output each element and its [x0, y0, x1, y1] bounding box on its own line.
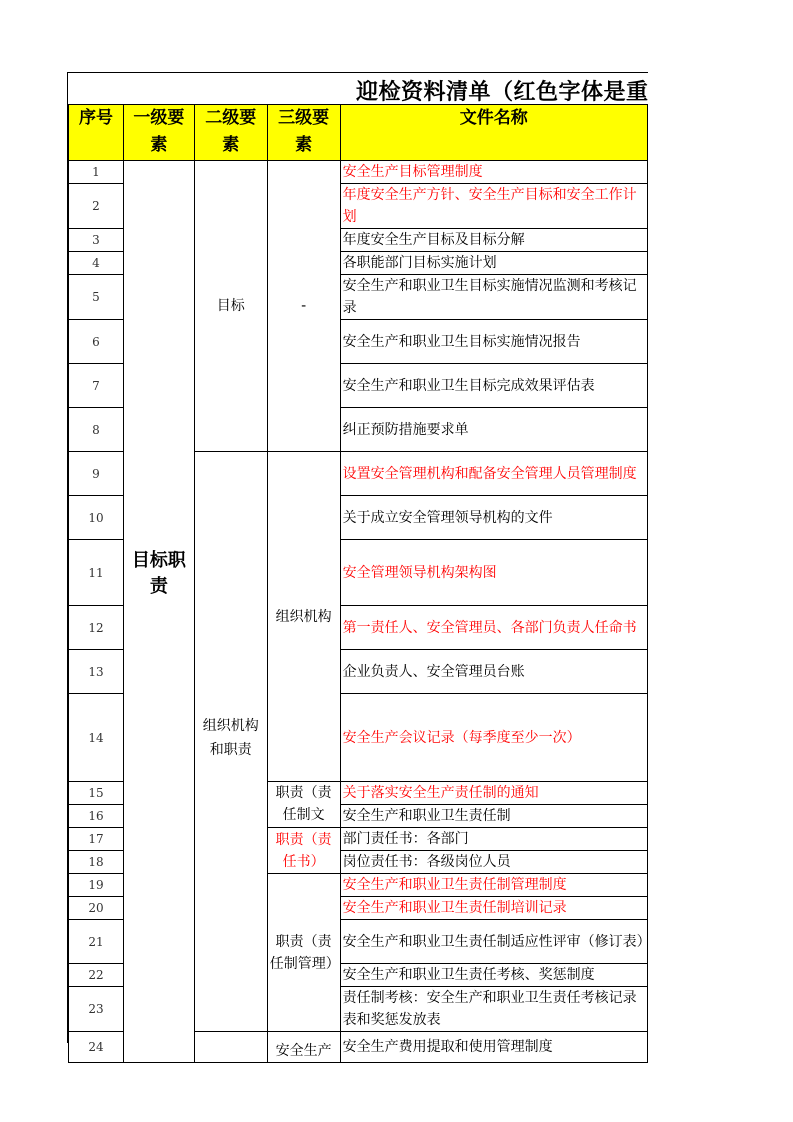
row-number: 8	[69, 408, 124, 452]
level3-label: 职责（责任制管理）	[269, 933, 340, 972]
row-number: 13	[69, 650, 124, 694]
doc-cell: 安全生产和职业卫生目标实施情况报告	[340, 320, 647, 364]
level1-label: 目标职责	[131, 549, 186, 597]
doc-cell: 安全管理领导机构架构图	[340, 540, 647, 606]
level3-label: -	[301, 298, 307, 314]
doc-cell: 安全生产和职业卫生责任制	[340, 805, 647, 828]
row-number: 22	[69, 964, 124, 987]
table-row	[69, 161, 648, 184]
level2-cell	[194, 1032, 267, 1063]
row-number: 2	[69, 184, 124, 229]
doc-cell: 安全生产和职业卫生责任制培训记录	[340, 897, 647, 920]
doc-cell: 安全生产费用提取和使用管理制度	[340, 1032, 647, 1063]
doc-cell: 安全生产会议记录（每季度至少一次）	[340, 694, 647, 782]
level3-label: 安全生产	[275, 1043, 332, 1059]
doc-cell: 部门责任书：各部门	[340, 828, 647, 851]
doc-cell: 年度安全生产方针、安全生产目标和安全工作计划	[340, 184, 647, 229]
doc-cell: 关于成立安全管理领导机构的文件	[340, 496, 647, 540]
row-number: 24	[69, 1032, 124, 1063]
level2-cell	[194, 161, 267, 452]
row-number: 14	[69, 694, 124, 782]
doc-cell: 安全生产和职业卫生责任制适应性评审（修订表）	[340, 920, 647, 964]
doc-cell: 安全生产目标管理制度	[340, 161, 647, 184]
doc-cell: 第一责任人、安全管理员、各部门负责人任命书	[340, 606, 647, 650]
title-row	[68, 73, 648, 105]
row-number: 7	[69, 364, 124, 408]
doc-cell: 设置安全管理机构和配备安全管理人员管理制度	[340, 452, 647, 496]
level3-cell	[267, 161, 340, 452]
row-number: 21	[69, 920, 124, 964]
doc-cell: 纠正预防措施要求单	[340, 408, 647, 452]
doc-cell: 责任制考核：安全生产和职业卫生责任考核记录表和奖惩发放表	[340, 987, 647, 1032]
header-level3: 三级要素	[267, 105, 340, 161]
doc-cell: 安全生产和职业卫生目标实施情况监测和考核记录	[340, 275, 647, 320]
inspection-checklist-table	[68, 104, 651, 1063]
row-number: 20	[69, 897, 124, 920]
doc-cell: 各职能部门目标实施计划	[340, 252, 647, 275]
level3-label: 职责（责任制文	[275, 785, 332, 823]
row-number: 11	[69, 540, 124, 606]
doc-cell: 安全生产和职业卫生目标完成效果评估表	[340, 364, 647, 408]
row-number: 6	[69, 320, 124, 364]
level3-cell	[267, 1032, 340, 1063]
row-number: 5	[69, 275, 124, 320]
header-level2: 二级要素	[194, 105, 267, 161]
level2-label: 目标	[216, 298, 245, 314]
row-number: 19	[69, 874, 124, 897]
header-no: 序号	[69, 105, 124, 161]
level3-cell	[267, 874, 340, 1032]
doc-cell: 安全生产和职业卫生责任制管理制度	[340, 874, 647, 897]
sheet-title: 迎检资料清单（红色字体是重	[356, 80, 649, 105]
doc-cell: 年度安全生产目标及目标分解	[340, 229, 647, 252]
level2-label: 组织机构和职责	[202, 717, 259, 758]
level2-cell	[194, 452, 267, 1032]
row-number: 9	[69, 452, 124, 496]
header-level1: 一级要素	[123, 105, 194, 161]
spreadsheet	[67, 72, 651, 1059]
level1-cell	[123, 161, 194, 1063]
doc-cell: 关于落实安全生产责任制的通知	[340, 782, 647, 805]
row-number: 10	[69, 496, 124, 540]
row-number: 16	[69, 805, 124, 828]
row-number: 17	[69, 828, 124, 851]
level3-cell	[267, 782, 340, 828]
doc-cell: 安全生产和职业卫生责任考核、奖惩制度	[340, 964, 647, 987]
row-number: 4	[69, 252, 124, 275]
header-row	[69, 105, 648, 161]
header-doc-name: 文件名称	[340, 105, 647, 161]
row-number: 1	[69, 161, 124, 184]
level3-label: 组织机构	[275, 608, 332, 625]
doc-cell: 岗位责任书：各级岗位人员	[340, 851, 647, 874]
level3-label: 职责（责任书）	[275, 831, 332, 870]
row-number: 12	[69, 606, 124, 650]
row-number: 18	[69, 851, 124, 874]
doc-cell: 企业负责人、安全管理员台账	[340, 650, 647, 694]
row-number: 15	[69, 782, 124, 805]
row-number: 3	[69, 229, 124, 252]
level3-cell	[267, 828, 340, 874]
row-number: 23	[69, 987, 124, 1032]
level3-cell	[267, 452, 340, 782]
